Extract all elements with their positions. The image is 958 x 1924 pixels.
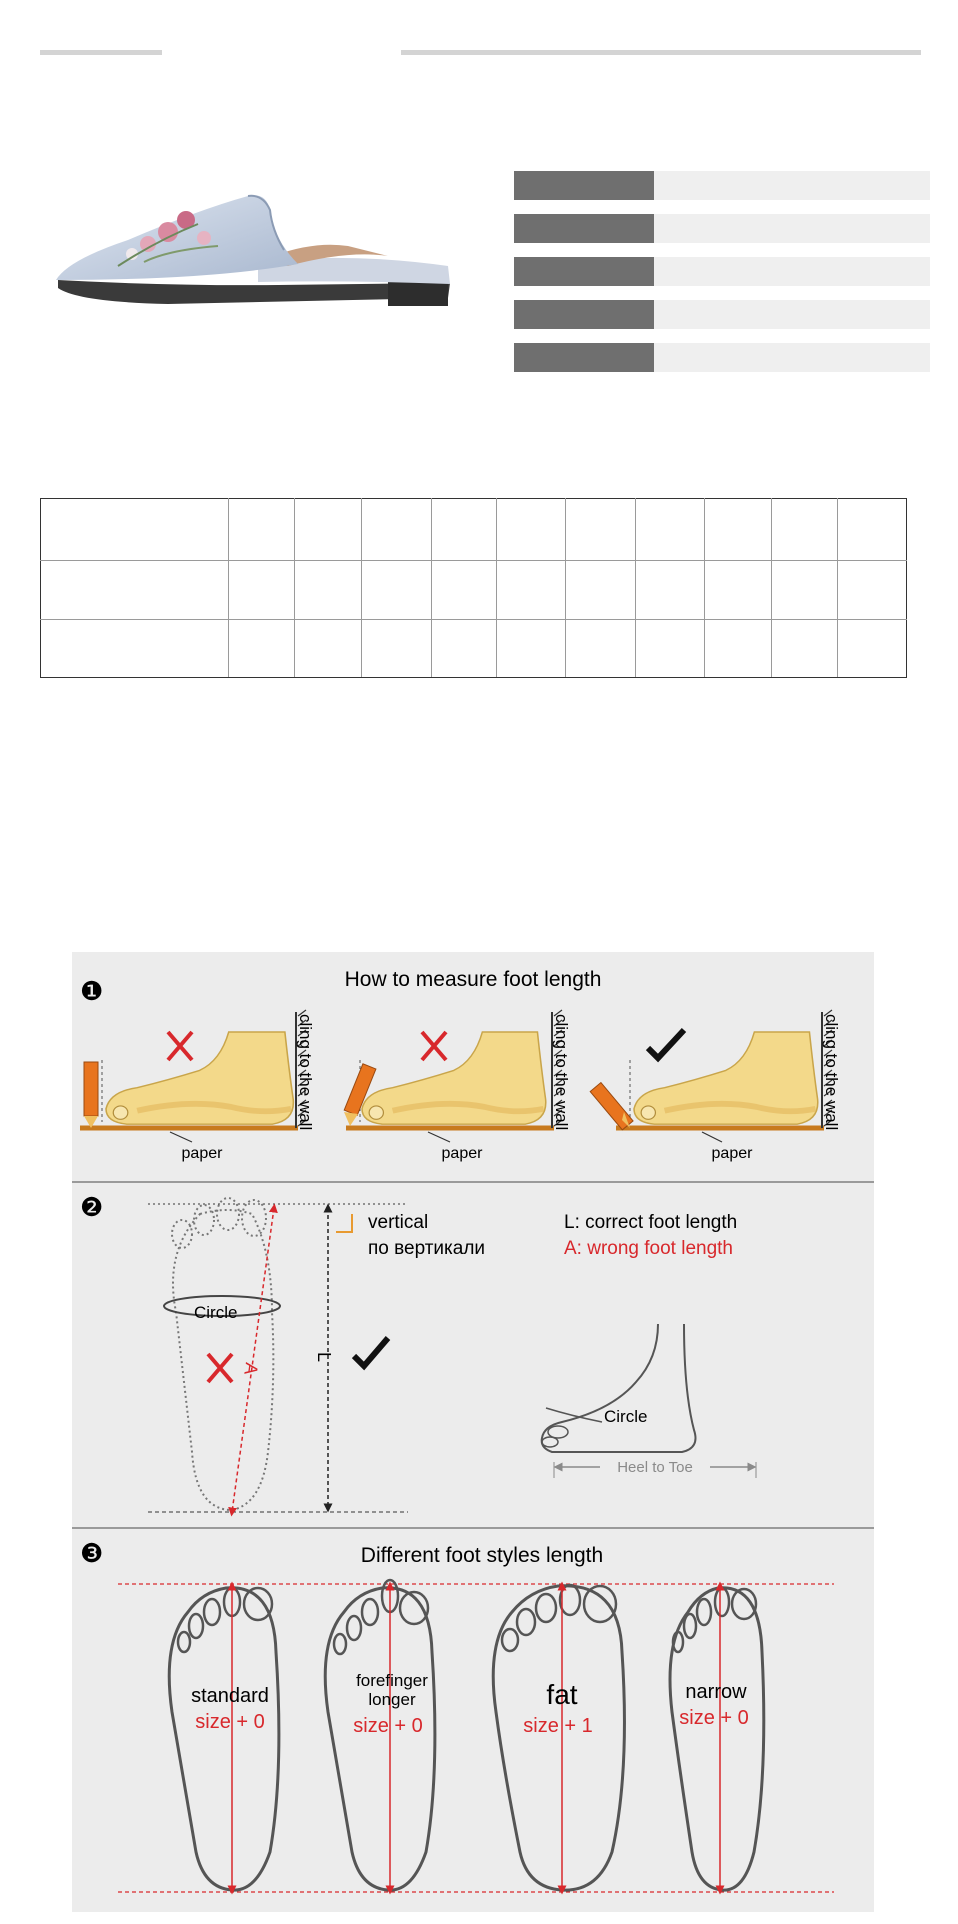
table-cell [636,619,705,677]
measure-example-wrong-1 [80,1010,315,1162]
step-number-2: ❷ [80,1192,104,1222]
size-chart-table [40,498,907,678]
foot-style-name: standard [191,1685,269,1707]
correct-legend: L: correct foot length [564,1212,738,1233]
wrong-legend: A: wrong foot length [564,1238,733,1259]
wall-label-2: cling to the wall [552,1014,571,1131]
heel-to-toe-label: Heel to Toe [617,1459,693,1476]
styles-title: Different foot styles length [360,1544,604,1567]
table-cell [705,561,772,619]
attribute-value-bar [654,300,930,329]
table-cell [432,619,497,677]
foot-style-name: forefinger longer [356,1671,428,1709]
A-symbol: A [240,1361,262,1377]
attribute-label-bar [514,214,654,243]
table-cell [636,561,705,619]
table-cell [362,499,432,561]
attribute-row [514,214,930,243]
measure-title: How to measure foot length [344,968,602,991]
foot-style-standard [169,1586,279,1890]
foot-style-size: size + 1 [523,1715,593,1737]
table-cell [566,619,636,677]
attribute-row [514,300,930,329]
foot-style-narrow [670,1586,764,1890]
vertical-label-en: vertical [368,1212,429,1233]
table-cell [566,499,636,561]
check-icon [354,1338,388,1366]
attribute-label-bar [514,300,654,329]
attribute-row [514,343,930,372]
circle-label-side: Circle [604,1407,648,1426]
L-symbol: L [314,1352,334,1363]
attribute-label-bar [514,343,654,372]
attribute-value-bar [654,343,930,372]
paper-label-3: paper [711,1145,753,1162]
foot-style-fat [493,1585,624,1890]
circle-label-top: Circle [194,1303,238,1322]
foot-side-outline [542,1324,696,1452]
attribute-label-bar [514,257,654,286]
table-cell [772,499,838,561]
table-cell [772,619,838,677]
table-cell [229,561,295,619]
step-number-3: ❸ [80,1538,104,1568]
foot-measure-guide-graphic [72,952,874,1912]
product-attributes [514,171,930,386]
foot-style-name: fat [546,1679,578,1710]
table-cell [566,561,636,619]
paper-label-1: paper [181,1145,223,1162]
attribute-value-bar [654,214,930,243]
foot-style-size: size + 0 [195,1711,265,1733]
paper-label-2: paper [441,1145,483,1162]
table-cell [229,619,295,677]
foot-style-name: narrow [685,1681,747,1703]
table-cell [705,499,772,561]
product-shoe-image [48,180,468,330]
wall-label-3: cling to the wall [822,1014,841,1131]
foot-measure-guide [72,952,874,1912]
table-row [41,561,907,619]
table-row [41,619,907,677]
table-cell [497,499,566,561]
vertical-label-ru: по вертикали [368,1238,486,1259]
measure-example-wrong-2 [344,1010,571,1162]
table-cell [295,561,362,619]
table-cell [432,499,497,561]
table-cell [772,561,838,619]
table-cell [838,619,907,677]
attribute-label-bar [514,171,654,200]
top-divider-left [40,50,162,55]
table-cell [838,499,907,561]
table-cell [229,499,295,561]
measure-example-correct [590,1010,841,1162]
attribute-value-bar [654,257,930,286]
foot-top-outline [172,1198,273,1510]
table-cell [295,499,362,561]
foot-style-size: size + 0 [679,1707,749,1729]
table-cell [705,619,772,677]
foot-style-forefinger-longer [325,1580,435,1890]
table-cell [497,619,566,677]
table-cell [362,619,432,677]
table-cell [41,619,229,677]
table-cell [432,561,497,619]
table-cell [362,561,432,619]
step-number-1: ❶ [80,976,104,1006]
table-cell [41,499,229,561]
wall-label-1: cling to the wall [296,1014,315,1131]
attribute-row [514,257,930,286]
table-cell [295,619,362,677]
table-cell [41,561,229,619]
top-divider-right [401,50,921,55]
table-cell [838,561,907,619]
table-cell [497,561,566,619]
table-row [41,499,907,561]
foot-style-size: size + 0 [353,1715,423,1737]
attribute-value-bar [654,171,930,200]
attribute-row [514,171,930,200]
table-cell [636,499,705,561]
